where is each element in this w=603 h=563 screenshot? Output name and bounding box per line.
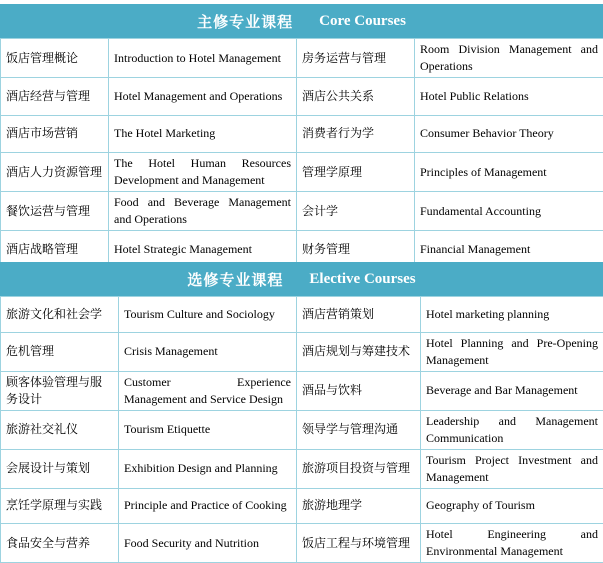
course-name-zh: 危机管理 bbox=[1, 332, 119, 371]
table-row bbox=[1, 410, 603, 449]
course-name-zh: 会计学 bbox=[297, 192, 415, 231]
course-name-zh: 酒店规划与筹建技术 bbox=[297, 332, 421, 371]
course-name-en: Hotel Planning and Pre-Opening Management bbox=[421, 332, 603, 371]
course-name-en: Consumer Behavior Theory bbox=[415, 115, 603, 153]
course-name-zh: 酒店市场营销 bbox=[1, 115, 109, 153]
course-name-en: Hotel Management and Operations bbox=[109, 78, 297, 116]
course-name-en: Crisis Management bbox=[119, 332, 297, 371]
course-name-en: The Hotel Human Resources Development and Management bbox=[109, 153, 297, 192]
course-name-zh: 领导学与管理沟通 bbox=[297, 410, 421, 449]
course-name-en: Food Security and Nutrition bbox=[119, 524, 297, 563]
core-title-en: Core Courses bbox=[319, 13, 406, 30]
course-name-en: Hotel Strategic Management bbox=[109, 231, 297, 269]
course-name-en: The Hotel Marketing bbox=[109, 115, 297, 153]
course-name-zh: 旅游社交礼仪 bbox=[1, 410, 119, 449]
course-name-zh: 食品安全与营养 bbox=[1, 524, 119, 563]
table-row bbox=[1, 371, 603, 410]
course-name-zh: 酒品与饮料 bbox=[297, 371, 421, 410]
table-row bbox=[1, 78, 603, 116]
table-row bbox=[1, 192, 603, 231]
course-name-zh: 酒店公共关系 bbox=[297, 78, 415, 116]
course-name-zh: 烹饪学原理与实践 bbox=[1, 488, 119, 524]
course-name-zh: 财务管理 bbox=[297, 231, 415, 269]
course-name-zh: 会展设计与策划 bbox=[1, 449, 119, 488]
course-name-en: Principle and Practice of Cooking bbox=[119, 488, 297, 524]
course-name-zh: 饭店管理概论 bbox=[1, 39, 109, 78]
course-name-zh: 酒店战略管理 bbox=[1, 231, 109, 269]
table-row bbox=[1, 115, 603, 153]
table-row bbox=[1, 39, 603, 78]
course-name-zh: 顾客体验管理与服务设计 bbox=[1, 371, 119, 410]
table-row bbox=[1, 488, 603, 524]
table-row bbox=[1, 297, 603, 333]
course-name-en: Food and Beverage Management and Operations bbox=[109, 192, 297, 231]
course-name-en: Leadership and Management Communication bbox=[421, 410, 603, 449]
course-name-zh: 饭店工程与环境管理 bbox=[297, 524, 421, 563]
course-name-zh: 餐饮运营与管理 bbox=[1, 192, 109, 231]
core-courses-header bbox=[0, 4, 603, 38]
table-row bbox=[1, 332, 603, 371]
course-name-zh: 酒店经营与管理 bbox=[1, 78, 109, 116]
course-name-en: Tourism Culture and Sociology bbox=[119, 297, 297, 333]
course-name-zh: 旅游项目投资与管理 bbox=[297, 449, 421, 488]
course-name-zh: 旅游地理学 bbox=[297, 488, 421, 524]
elective-title-en: Elective Courses bbox=[309, 271, 415, 288]
course-name-en: Geography of Tourism bbox=[421, 488, 603, 524]
course-name-en: Room Division Management and Operations bbox=[415, 39, 603, 78]
course-name-zh: 酒店营销策划 bbox=[297, 297, 421, 333]
course-name-en: Hotel Public Relations bbox=[415, 78, 603, 116]
course-name-en: Hotel marketing planning bbox=[421, 297, 603, 333]
course-name-en: Exhibition Design and Planning bbox=[119, 449, 297, 488]
course-name-zh: 房务运营与管理 bbox=[297, 39, 415, 78]
elective-courses-header bbox=[0, 262, 603, 296]
elective-title-zh: 选修专业课程 bbox=[187, 269, 283, 290]
elective-courses-table bbox=[0, 296, 603, 563]
course-name-zh: 旅游文化和社会学 bbox=[1, 297, 119, 333]
course-name-zh: 酒店人力资源管理 bbox=[1, 153, 109, 192]
table-row bbox=[1, 449, 603, 488]
course-name-en: Financial Management bbox=[415, 231, 603, 269]
course-name-en: Introduction to Hotel Management bbox=[109, 39, 297, 78]
table-row bbox=[1, 153, 603, 192]
table-row bbox=[1, 524, 603, 563]
course-name-en: Hotel Engineering and Environmental Management bbox=[421, 524, 603, 563]
course-name-zh: 管理学原理 bbox=[297, 153, 415, 192]
course-name-en: Beverage and Bar Management bbox=[421, 371, 603, 410]
course-name-en: Principles of Management bbox=[415, 153, 603, 192]
core-courses-table bbox=[0, 38, 603, 269]
course-name-en: Customer Experience Management and Service Design bbox=[119, 371, 297, 410]
core-title-zh: 主修专业课程 bbox=[197, 11, 293, 32]
course-name-en: Tourism Project Investment and Management bbox=[421, 449, 603, 488]
course-name-en: Tourism Etiquette bbox=[119, 410, 297, 449]
course-name-zh: 消费者行为学 bbox=[297, 115, 415, 153]
course-name-en: Fundamental Accounting bbox=[415, 192, 603, 231]
